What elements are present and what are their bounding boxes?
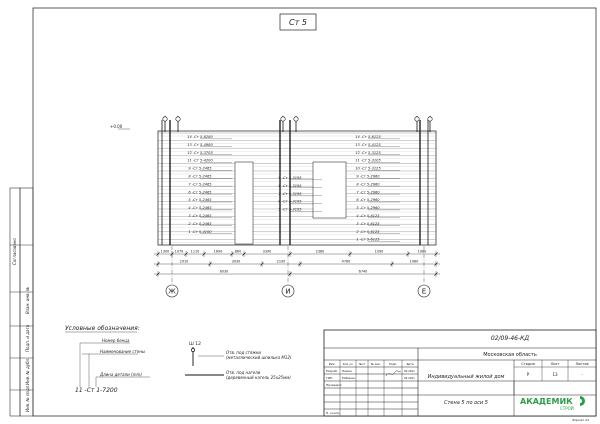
side-vzam: Взам. инв. № — [25, 286, 30, 314]
dimension-value: 3030 — [231, 259, 241, 264]
dimension-value: 1300 — [160, 249, 170, 254]
bolt-icon — [428, 117, 432, 121]
log-label: 9 -Ст 5-3195 — [278, 176, 302, 180]
log-label: 5 -Ст 5-2465 — [188, 198, 212, 203]
doc-code: 02/09-46-КД — [490, 335, 530, 342]
svg-text:СТРОЙ: СТРОЙ — [560, 406, 574, 411]
axis-label: Ж — [168, 287, 176, 296]
legend-log-length: Длина детали (mm) — [100, 372, 142, 377]
dimension-chains — [154, 250, 440, 278]
stage-header: Стадия — [521, 362, 535, 366]
dimension-value: 2380 — [315, 249, 325, 254]
log-label: 5 -Ст 5-3195 — [278, 207, 302, 212]
sheets-header: Листов — [575, 362, 589, 366]
dimension-value: 6740 — [358, 269, 368, 274]
axis-label: И — [285, 287, 291, 296]
dimension-value: 1070 — [174, 249, 184, 254]
side-sign-date: Подп. и дата — [25, 324, 30, 352]
date-1: 04.2021 — [404, 370, 415, 373]
log-label: 11 -Ст 5-4200 — [187, 158, 213, 163]
stamp-column-header: Изм. — [328, 362, 336, 366]
log-label: 4 -Ст 5-6125 — [356, 214, 380, 218]
legend-log-number: Номер бенца — [102, 338, 130, 343]
sheet-header: Лист — [550, 362, 560, 366]
log-label: 13 -Ст 5-4125 — [355, 142, 381, 147]
role-2: ГИП — [326, 376, 333, 380]
log-label: 7 -Ст 5-3195 — [278, 191, 302, 196]
format-label: Формат А3 — [572, 418, 590, 422]
stamp-column-header: Дата — [406, 362, 414, 366]
legend-hole-desc: Отв. под стяжки (металлический шпилька М12) — [226, 350, 292, 360]
log-label: 11 -Ст 5-3105 — [355, 158, 381, 163]
stamp-column-header: Подп. — [388, 362, 398, 366]
log-label: 6 -Ст 5-2465 — [188, 190, 212, 195]
legend-peg-desc: Отв. под нагели (деревянный нагель 25х25мм) — [226, 370, 291, 380]
log-label: 7 -Ст 5-2465 — [188, 182, 212, 187]
log-label: 3 -Ст 5-6125 — [356, 221, 380, 226]
dimension-value: 1080 — [417, 249, 427, 254]
sheet-value: 13 — [552, 372, 558, 377]
legend-hole-tag: Ш 12 — [189, 342, 201, 347]
svg-text:АКАДЕМИК: АКАДЕМИК — [520, 397, 573, 406]
dimension-value: 3390 — [262, 249, 272, 254]
role-1: Разраб. — [326, 369, 338, 373]
log-label: 5 -Ст 5-2960 — [356, 206, 380, 211]
legend-sample: 11 -Ст 1-7200 — [75, 387, 118, 394]
bolt-icon — [294, 117, 298, 121]
elevation-mark: +0.00 — [110, 124, 123, 129]
log-label: 1 -Ст 5-6125 — [356, 237, 380, 242]
dimension-value: 6030 — [219, 269, 229, 274]
dimension-value: 860 — [234, 249, 242, 254]
log-label: 14 -Ст 5-6125 — [355, 135, 381, 139]
log-label: 13 -Ст 5-4980 — [187, 142, 213, 147]
log-label: 3 -Ст 5-2465 — [188, 214, 212, 218]
dimension-value: 1080 — [409, 259, 419, 264]
bolt-icon — [415, 117, 419, 121]
bolt-icon — [176, 117, 180, 121]
log-label: 1 -Ст 5-4100 — [188, 229, 212, 234]
object-title: Индивидуальный жилой дом — [427, 374, 505, 380]
log-label: 2 -Ст 5-6125 — [356, 229, 380, 234]
log-label: 8 -Ст 5-2465 — [188, 174, 212, 179]
stamp-column-header: № док. — [370, 362, 382, 366]
bolt-icon — [281, 117, 285, 121]
log-label: 7 -Ст 5-2960 — [356, 190, 380, 195]
side-inv: Инв. № подл. — [25, 384, 30, 412]
axis-label: Е — [421, 287, 427, 296]
name-1: Левин — [342, 369, 352, 373]
log-label: 9 -Ст 5-2465 — [188, 166, 212, 171]
dimension-value: 1690 — [213, 249, 223, 254]
axis-markers — [166, 246, 430, 297]
stage-value: Р — [526, 372, 530, 377]
region: Московская область — [483, 352, 537, 358]
sheets-value: - — [581, 372, 583, 377]
name-2: Рябинин — [342, 376, 356, 380]
log-label: 8 -Ст 5-3195 — [278, 183, 302, 188]
log-label: 12 -Ст 5-3705 — [187, 150, 213, 155]
date-2: 04.2021 — [404, 377, 415, 380]
bolt-icon — [163, 117, 167, 121]
dimension-value: 1090 — [374, 249, 384, 254]
stamp-column-header: Лист — [358, 362, 366, 366]
log-label: 10 -Ст 5-3125 — [355, 166, 381, 171]
log-label: 4 -Ст 5-2465 — [188, 206, 212, 211]
side-strip-outer — [10, 188, 20, 416]
door-opening — [235, 162, 253, 244]
dimension-value: 2910 — [179, 259, 189, 264]
log-label: 12 -Ст 5-3125 — [355, 150, 381, 155]
log-label: 8 -Ст 5-2960 — [356, 182, 380, 187]
title-block — [324, 330, 596, 422]
side-inv-dub: Инв. № дубл. — [25, 357, 30, 385]
legend-title: Условные обозначения: — [65, 325, 140, 332]
side-agreed: Согласовано — [12, 238, 17, 265]
legend — [65, 325, 292, 394]
log-label: 14 -Ст 5-6280 — [187, 135, 213, 139]
log-label: 6 -Ст 5-3195 — [278, 199, 302, 204]
sheet-tag: Ст 5 — [289, 18, 307, 27]
stamp-column-header: Кол.уч. — [342, 362, 354, 366]
sheet-name: Стена 5 по оси 5 — [444, 400, 488, 406]
log-label: 6 -Ст 5-2960 — [356, 198, 380, 203]
role-3: Проверил — [326, 383, 342, 387]
log-label: 2 -Ст 5-2465 — [188, 221, 212, 226]
dimension-value: 1110 — [190, 249, 200, 254]
dimension-value: 4760 — [341, 259, 351, 264]
dimension-value: 2100 — [276, 259, 286, 264]
log-label: 9 -Ст 5-2960 — [356, 174, 380, 179]
window-opening — [313, 162, 346, 218]
role-4: Н. контр. — [326, 411, 341, 415]
legend-wall-name: Наименование стены — [100, 349, 146, 354]
